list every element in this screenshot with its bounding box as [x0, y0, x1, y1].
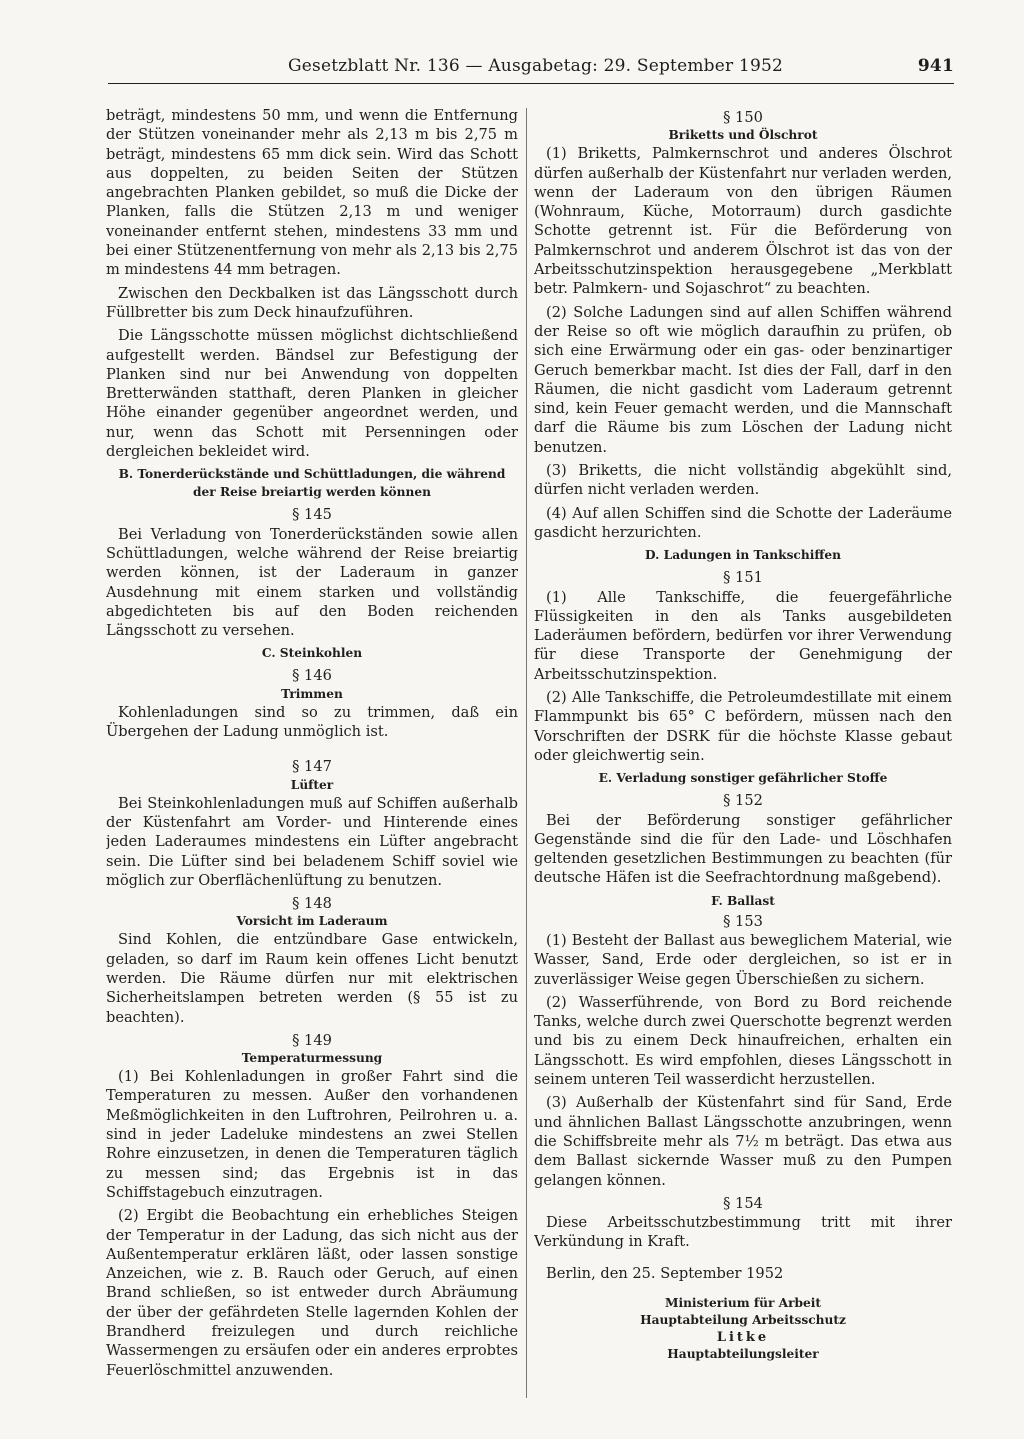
paragraph-number-145: § 145	[292, 506, 332, 524]
paragraph-title-147: Lüfter	[290, 777, 334, 792]
paragraph: Bei Verladung von Tonerderückständen sowie allen Schüttladungen, welche während der Reise breiartig werden können, ist der Laderaum in ganzer Ausdehnung mit einem starken und vollständig abgedichteten bis auf den Boden reichenden Längsschott zu versehen.	[106, 525, 518, 640]
signing-date: Berlin, den 25. September 1952	[546, 1264, 784, 1282]
page-number: 941	[917, 56, 954, 76]
paragraph-title-150: Briketts und Ölschrot	[668, 128, 818, 143]
paragraph: (3) Außerhalb der Küstenfahrt sind für Sand, Erde und ähnlichen Ballast Längsschotte anzubringen, wenn die Schiffsbreite mehr als 7½ m beträgt. Das etwa aus dem Ballast sickernde Wasser muß zu den Pumpen gelangen können.	[534, 1094, 952, 1189]
paragraph: (4) Auf allen Schiffen sind die Schotte der Laderäume gasdicht herzurichten.	[534, 504, 952, 541]
paragraph-number-151: § 151	[723, 569, 763, 587]
paragraph-number-153: § 153	[723, 912, 763, 930]
signature-ministry: Ministerium für Arbeit	[664, 1296, 822, 1311]
left-column	[106, 106, 518, 1406]
paragraph: (1) Bei Kohlenladungen in großer Fahrt sind die Temperaturen zu messen. Außer den vorhandenen Meßmöglichkeiten in den Luftrohren, Peilrohren u. a. sind in jeder Ladeluke mindestens an zwei Stellen Rohre einzusetzen, in denen die Temperaturen täglich zu messen sind; das Ergebnis ist in das Schiffstagebuch einzutragen.	[106, 1068, 518, 1201]
paragraph-number-149: § 149	[292, 1031, 332, 1049]
section-heading-d: D. Ladungen in Tankschiffen	[645, 548, 841, 563]
right-column	[534, 106, 952, 1406]
paragraph: Bei Steinkohlenladungen muß auf Schiffen außerhalb der Küstenfahrt am Vorder- und Hinterende eines jeden Laderaumes mindestens ein Lüfter angebracht sein. Die Lüfter sind bei beladenem Schiff soviel wie möglich zur Oberflächenlüftung zu benutzen.	[106, 794, 518, 889]
paragraph: (2) Alle Tankschiffe, die Petroleumdestillate mit einem Flammpunkt bis 65° C befördern, müssen nach den Vorschriften der DSRK für die höchste Klasse gebaut oder gleichwertig sein.	[534, 689, 952, 764]
section-heading-f: F. Ballast	[711, 893, 775, 908]
paragraph-number-154: § 154	[723, 1194, 763, 1212]
paragraph: (3) Briketts, die nicht vollständig abgekühlt sind, dürfen nicht verladen werden.	[534, 462, 952, 499]
paragraph: (2) Ergibt die Beobachtung ein erhebliches Steigen der Temperatur in der Ladung, das sich nicht aus der Außentemperatur erklären läßt, oder lassen sonstige Anzeichen, wie z. B. Rauch oder Geruch, auf einen Brand schließen, so ist entweder durch Abräumung der über der gefährdeten Stelle lagernden Kohlen der Brandherd freizulegen und durch reichliche Wassermengen zu ersäufen oder ein anderes erprobtes Feuerlöschmittel anzuwenden.	[106, 1207, 518, 1379]
paragraph: (2) Wasserführende, von Bord zu Bord reichende Tanks, welche durch zwei Querschotte begrenzt werden und bis zu einem Deck hinaufreichen, erhalten ein Längsschott. Es wird empfohlen, dieses Längsschott in seinem unteren Teil wasserdicht herzustellen.	[534, 993, 952, 1089]
paragraph: Diese Arbeitsschutzbestimmung tritt mit ihrer Verkündung in Kraft.	[534, 1214, 952, 1251]
paragraph: Zwischen den Deckbalken ist das Längsschott durch Füllbretter bis zum Deck hinaufzuführen.	[106, 284, 518, 321]
paragraph: Sind Kohlen, die entzündbare Gase entwickeln, geladen, so darf im Raum kein offenes Licht benutzt werden. Die Räume dürfen nur mit elektrischen Sicherheitslampen betreten werden (§ 55 ist zu beachten).	[106, 931, 518, 1026]
section-heading-b: B. Tonerderückstände und Schüttladungen, die während der Reise breiartig werden können	[118, 467, 506, 500]
header-rule	[108, 83, 954, 84]
signature-department: Hauptabteilung Arbeitsschutz	[640, 1313, 846, 1328]
signature-name: Litke	[716, 1330, 770, 1346]
paragraph: Die Längsschotte müssen möglichst dichtschließend aufgestellt werden. Bändsel zur Befestigung der Planken sind nur bei Anwendung von doppelten Bretterwänden statthaft, deren Planken in gleicher Höhe einander gegenüber angeordnet werden, und nur, wenn das Schott mit Persenningen oder dergleichen bekleidet wird.	[106, 327, 518, 461]
paragraph: Kohlenladungen sind so zu trimmen, daß ein Übergehen der Ladung unmöglich ist.	[106, 703, 518, 741]
paragraph-number-146: § 146	[292, 667, 332, 685]
paragraph-title-148: Vorsicht im Laderaum	[236, 914, 388, 929]
section-heading-c: C. Steinkohlen	[261, 646, 363, 661]
paragraph-number-152: § 152	[723, 792, 763, 810]
paragraph-number-147: § 147	[292, 758, 332, 776]
header-title: Gesetzblatt Nr. 136 — Ausgabetag: 29. September 1952	[288, 56, 783, 76]
paragraph: (1) Alle Tankschiffe, die feuergefährliche Flüssigkeiten in den als Tanks ausgebildeten Laderäumen befördern, bedürfen vor ihrer Verwendung für diese Transporte der Genehmigung der Arbeitsschutzinspektion.	[534, 588, 952, 683]
paragraph-title-149: Temperaturmessung	[241, 1051, 383, 1066]
paragraph: beträgt, mindestens 50 mm, und wenn die Entfernung der Stützen voneinander mehr als 2,13 m bis 2,75 m beträgt, mindestens 65 mm dick sein. Wird das Schott aus doppelten, zu beiden Seiten der Stützen angebrachten Planken gebildet, so muß die Dicke der Planken, falls die Stützen 2,13 m und weniger voneinander entfernt stehen, mindestens 33 mm und bei einer Stützenentfernung von mehr als 2,13 bis 2,75 m mindestens 44 mm betragen.	[106, 107, 518, 279]
paragraph: (1) Besteht der Ballast aus beweglichem Material, wie Wasser, Sand, Erde oder dergleichen, so ist er in zuverlässiger Weise gegen Überschießen zu sichern.	[534, 931, 952, 988]
paragraph: (1) Briketts, Palmkernschrot und anderes Ölschrot dürfen außerhalb der Küstenfahrt nur verladen werden, wenn der Laderaum von den übrigen Räumen (Wohnraum, Küche, Motorraum) durch gasdichte Schotte getrennt ist. Für die Beförderung von Palmkernschrot und anderem Ölschrot ist das von der Arbeitsschutzinspektion herausgegebene „Merkblatt betr. Palmkern- und Sojaschrot“ zu beachten.	[534, 145, 952, 298]
signature-role: Hauptabteilungsleiter	[667, 1347, 819, 1362]
paragraph-number-148: § 148	[292, 895, 332, 913]
paragraph-title-146: Trimmen	[281, 686, 343, 701]
page-header	[108, 56, 954, 82]
paragraph: (2) Solche Ladungen sind auf allen Schiffen während der Reise so oft wie möglich daraufhin zu prüfen, ob sich eine Erwärmung oder ein gas- oder benzinartiger Geruch bemerkbar macht. Ist dies der Fall, darf in den Räumen, die nicht gasdicht vom Laderaum getrennt sind, kein Feuer gemacht werden, und die Mannschaft darf die Räume bis zum Löschen der Ladung nicht benutzen.	[534, 303, 952, 456]
paragraph: Bei der Beförderung sonstiger gefährlicher Gegenstände sind die für den Lade- und Löschhafen geltenden gesetzlichen Bestimmungen zu beachten (für deutsche Häfen ist die Seefrachtordnung maßgebend).	[534, 811, 952, 887]
column-divider	[526, 108, 527, 1398]
paragraph-number-150: § 150	[723, 109, 763, 126]
section-heading-e: E. Verladung sonstiger gefährlicher Stoffe	[598, 771, 888, 786]
